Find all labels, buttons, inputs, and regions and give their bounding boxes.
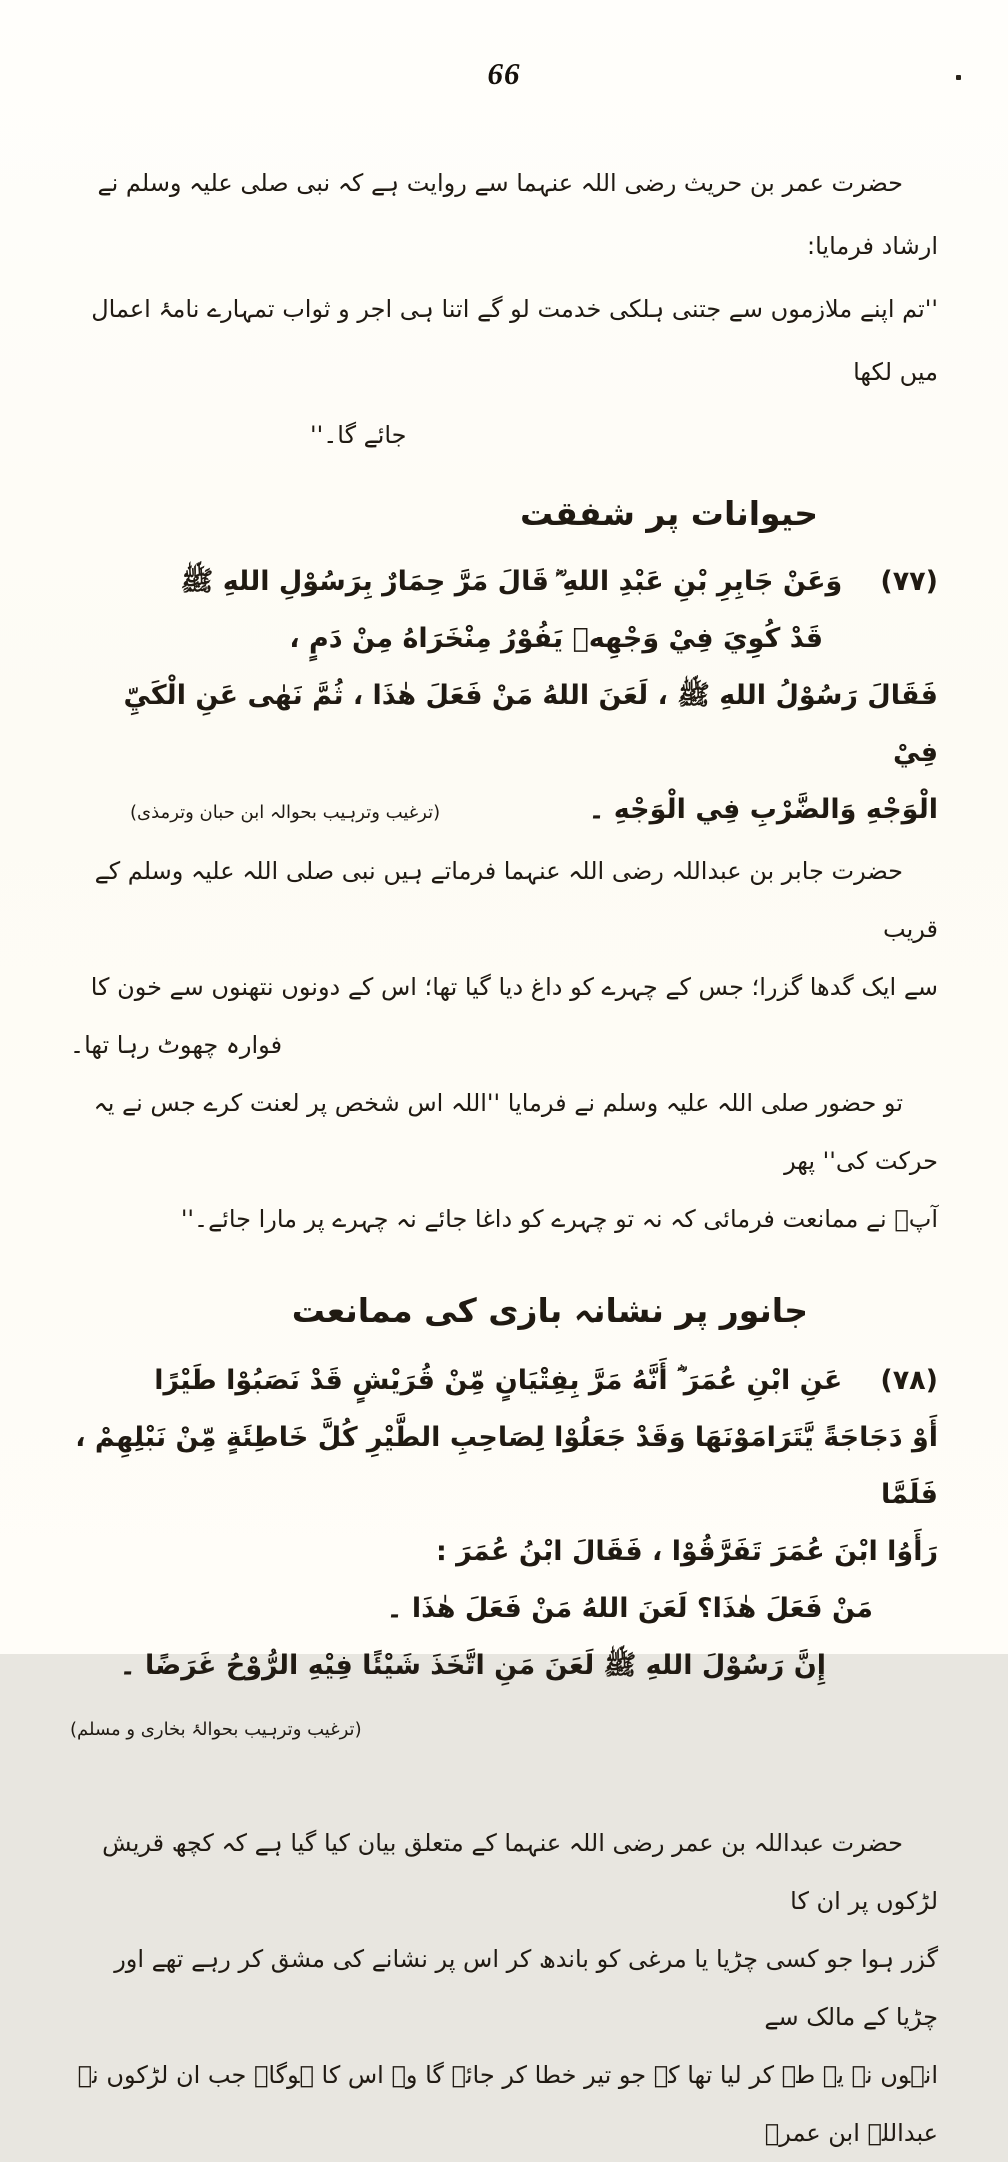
hadith-78-line-3: رَأَوُا ابْنَ عُمَرَ تَفَرَّقُوْا ، فَقَالَ ابْنُ عُمَرَ : [435,1536,938,1567]
page-content [0,152,1008,2162]
urdu-line: سے ایک گدھا گزرا؛ جس کے چہرے کو داغ دیا گیا تھا؛ اس کے دونوں نتھنوں سے خون کا [90,973,938,1001]
urdu-line: تو حضور صلی اللہ علیہ وسلم نے فرمایا ''اللہ اس شخص پر لعنت کرے جس نے یہ حرکت کی'' پھر [93,1089,938,1175]
scan-artifact-dot [956,75,961,80]
urdu-line: انہوں نے یہ طے کر لیا تھا کہ جو تیر خطا کر جائے گا وہ اس کا ہوگا۔ جب ان لڑکوں نے عبداللہ ابن عمرؓ [77,2061,938,2147]
hadith-78-line-2: أَوْ دَجَاجَةً يَّتَرَامَوْنَهَا وَقَدْ جَعَلُوْا لِصَاحِبِ الطَّيْرِ كُلَّ خَاطِئَةٍ مِّنْ نَبْلِهِمْ ، فَلَمَّا [75,1422,938,1510]
urdu-line: آپؐ نے ممانعت فرمائی کہ نہ تو چہرے کو داغا جائے نہ چہرے پر مارا جائے۔'' [180,1205,938,1233]
hadith-77-number: (۷۷) [880,566,938,597]
hadith-78-arabic-block [70,1352,938,1694]
hadith-77-line-3: فَقَالَ رَسُوْلُ اللهِ ﷺ ، لَعَنَ اللهُ مَنْ فَعَلَ هٰذَا ، ثُمَّ نَهٰى عَنِ الْكَيِّ فِيْ [123,680,938,768]
intro-line-2: ''تم اپنے ملازموں سے جتنی ہلکی خدمت لو گے اتنا ہی اجر و ثواب تمہارے نامۂ اعمال میں لکھا [91,295,938,386]
section-heading-animals-kindness: حیوانات پر شفقت [520,494,818,533]
hadith-78-reference: (ترغیب وترہیب بحوالۂ بخاری و مسلم) [70,1719,362,1740]
hadith-77-arabic-text-1: وَعَنْ جَابِرِ بْنِ عَبْدِ اللهِ ؓ قَالَ مَرَّ حِمَارٌ بِرَسُوْلِ اللهِ ﷺ [180,566,843,597]
hadith-77-reference: (ترغیب وترہیب بحوالہ ابن حبان وترمذی) [130,802,441,823]
urdu-line: حضرت عبداللہ بن عمر رضی اللہ عنہما کے متعلق بیان کیا گیا ہے کہ کچھ قریش لڑکوں پر ان کا [102,1829,938,1915]
intro-line-3: جائے گا۔'' [310,421,407,449]
hadith-78-line-1 [70,1352,938,1409]
hadith-77-line-1 [70,553,938,610]
hadith-78-arabic-text-1: عَنِ ابْنِ عُمَرَ ؓ أَنَّهُ مَرَّ بِفِتْيَانٍ مِّنْ قُرَيْشٍ قَدْ نَصَبُوْا طَيْرًا [154,1365,843,1396]
hadith-78-line-4: مَنْ فَعَلَ هٰذَا؟ لَعَنَ اللهُ مَنْ فَعَلَ هٰذَا ۔ [386,1593,873,1624]
hadith-78-urdu-translation [70,1814,938,2162]
urdu-line: حضرت جابر بن عبداللہ رضی اللہ عنہما فرماتے ہیں نبی صلی اللہ علیہ وسلم کے قریب [94,857,938,943]
hadith-77-line-2: قَدْ كُوِيَ فِيْ وَجْهِهٖ يَفُوْرُ مِنْخَرَاهُ مِنْ دَمٍ ، [289,623,823,654]
page-number: 66 [487,56,521,91]
urdu-line: گزر ہوا جو کسی چڑیا یا مرغی کو باندھ کر اس پر نشانے کی مشق کر رہے تھے اور چڑیا کے مالک سے [114,1945,938,2031]
intro-paragraph [70,152,938,467]
hadith-77-arabic-block [70,553,938,838]
section-heading-target-practice-prohibition: جانور پر نشانہ بازی کی ممانعت [291,1291,808,1330]
hadith-77-arabic-text-4: الْوَجْهِ وَالضَّرْبِ فِي الْوَجْهِ ۔ [588,794,938,825]
intro-line-1: حضرت عمر بن حریث رضی اللہ عنہما سے روایت ہے کہ نبی صلی علیہ وسلم نے ارشاد فرمایا: [97,169,938,260]
hadith-77-line-4 [70,781,938,838]
hadith-77-urdu-translation [70,842,938,1248]
hadith-78-line-5: إِنَّ رَسُوْلَ اللهِ ﷺ لَعَنَ مَنِ اتَّخَذَ شَيْئًا فِيْهِ الرُّوْحُ غَرَضًا ۔ [119,1650,826,1681]
hadith-78-number: (۷۸) [880,1365,938,1396]
urdu-line: فوارہ چھوٹ رہا تھا۔ [70,1031,283,1059]
